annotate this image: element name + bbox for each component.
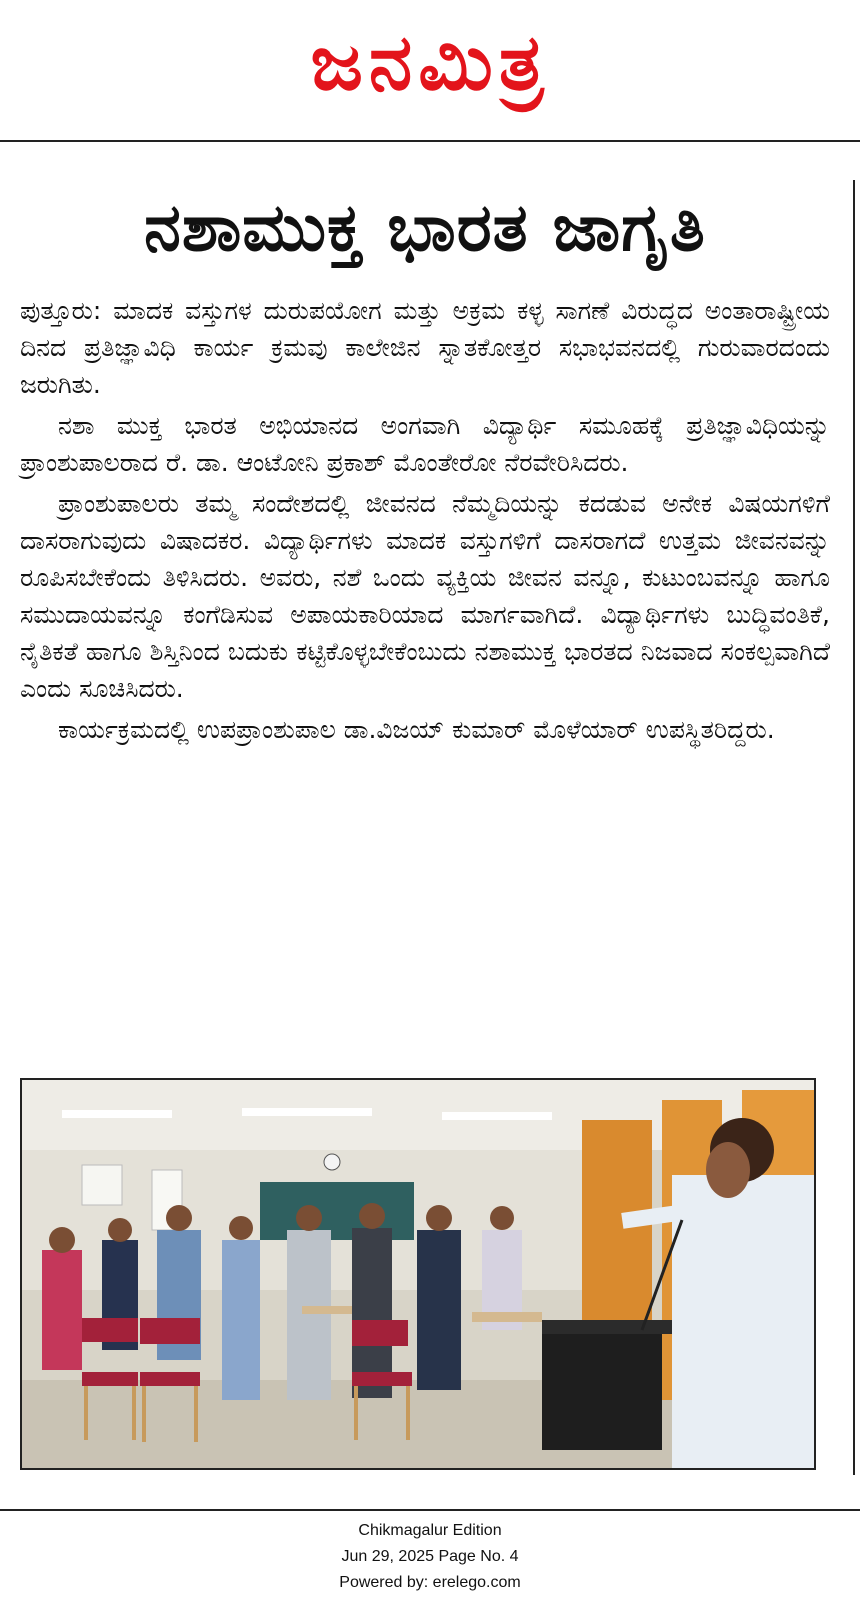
article-paragraph: ಪ್ರಾಂಶುಪಾಲರು ತಮ್ಮ ಸಂದೇಶದಲ್ಲಿ ಜೀವನದ ನೆಮ್ಮದಿಯನ್ನು ಕದಡುವ ಅನೇಕ ವಿಷಯಗಳಿಗೆ ದಾಸರಾಗುವುದು ವಿಷಾದಕರ. ವಿದ್ಯಾರ್ಥಿಗಳು ಮಾದಕ ವಸ್ತುಗಳಿಗೆ ದಾಸರಾಗದೆ ಉತ್ತಮ ಜೀವನವನ್ನು ರೂಪಿಸಬೇಕೆಂದು ತಿಳಿಸಿದರು. ಅವರು, ನಶೆ ಒಂದು ವ್ಯಕ್ತಿಯ ಜೀವನ ವನ್ನೂ, ಕುಟುಂಬವನ್ನೂ ಹಾಗೂ ಸಮುದಾಯವನ್ನೂ ಕಂಗೆಡಿಸುವ ಅಪಾಯಕಾರಿಯಾದ ಮಾರ್ಗವಾಗಿದೆ. ವಿದ್ಯಾರ್ಥಿಗಳು ಬುದ್ಧಿವಂತಿಕೆ, ನೈತಿಕತೆ ಹಾಗೂ ಶಿಸ್ತಿನಿಂದ ಬದುಕು ಕಟ್ಟಿಕೊಳ್ಳಬೇಕೆಂಬುದು ನಶಾಮುಕ್ತ ಭಾರತದ ನಿಜವಾದ ಸಂಕಲ್ಪವಾಗಿದೆ ಎಂದು ಸೂಚಿಸಿದರು.	[20, 489, 830, 703]
article-paragraph: ಕಾರ್ಯಕ್ರಮದಲ್ಲಿ ಉಪಪ್ರಾಂಶುಪಾಲ ಡಾ.ವಿಜಯ್ ಕುಮಾರ್ ಮೊಳೆಯಾರ್ ಉಪಸ್ಥಿತರಿದ್ದರು.	[58, 715, 775, 744]
article-paragraph: ನಶಾ ಮುಕ್ತ ಭಾರತ ಅಭಿಯಾನದ ಅಂಗವಾಗಿ ವಿದ್ಯಾರ್ಥಿ ಸಮೂಹಕ್ಕೆ ಪ್ರತಿಜ್ಞಾವಿಧಿಯನ್ನು ಪ್ರಾಂಶುಪಾಲರಾದ ರೆ. ಡಾ. ಆಂಟೋನಿ ಪ್ರಕಾಶ್ ಮೊಂತೇರೋ ನೆರವೇರಿಸಿದರು.	[20, 411, 830, 477]
article-headline: ನಶಾಮುಕ್ತ ಭಾರತ ಜಾಗೃತಿ	[144, 189, 706, 266]
powered-by-label: Powered by: erelego.com	[339, 1574, 521, 1591]
masthead	[0, 0, 860, 140]
pledge-ceremony-photo	[20, 1078, 816, 1470]
newspaper-logo: ಜನಮಿತ್ರ	[310, 18, 550, 108]
article-paragraph: ಪುತ್ತೂರು: ಮಾದಕ ವಸ್ತುಗಳ ದುರುಪಯೋಗ ಮತ್ತು ಅಕ್ರಮ ಕಳ್ಳ ಸಾಗಣೆ ವಿರುದ್ಧದ ಅಂತಾರಾಷ್ಟ್ರೀಯ ದಿನದ ಪ್ರತಿಜ್ಞಾವಿಧಿ ಕಾರ್ಯ ಕ್ರಮವು ಕಾಲೇಜಿನ ಸ್ನಾತಕೋತ್ತರ ಸಭಾಭವನದಲ್ಲಿ ಗುರುವಾರದಂದು ಜರುಗಿತು.	[20, 296, 830, 399]
photo-illustration	[22, 1080, 814, 1468]
footer-divider	[0, 1509, 860, 1511]
news-article	[20, 168, 830, 752]
page-footer	[0, 1518, 860, 1596]
column-divider	[853, 180, 855, 1475]
article-body	[20, 292, 830, 748]
date-page-label: Jun 29, 2025 Page No. 4	[341, 1548, 519, 1565]
masthead-divider	[0, 140, 860, 142]
edition-label: Chikmagalur Edition	[358, 1522, 502, 1539]
